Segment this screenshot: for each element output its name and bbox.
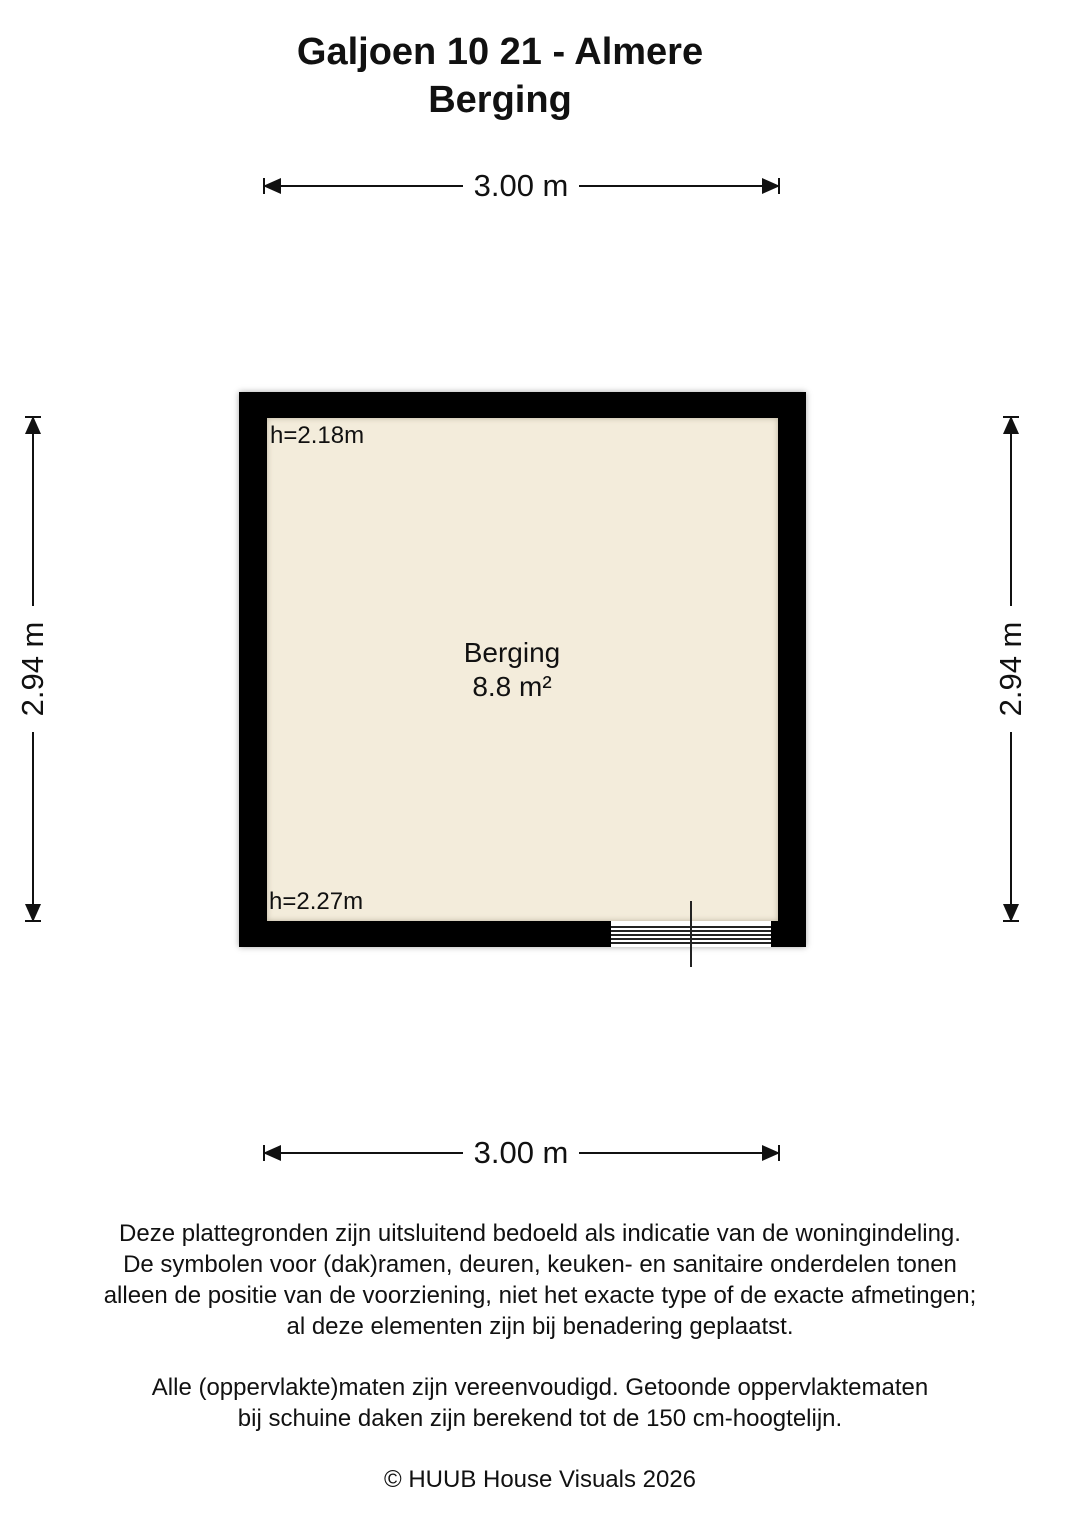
disclaimer-line: Deze plattegronden zijn uitsluitend bedoeld als indicatie van de woningindeling.	[119, 1220, 961, 1247]
arrow-down-icon	[1003, 904, 1019, 922]
room-name: Berging	[463, 637, 561, 668]
dimension-label-wrap	[991, 606, 1031, 732]
arrow-right-icon	[762, 178, 780, 194]
disclaimer-line: alleen de positie van de voorziening, niet het exacte type of de exacte afmetingen;	[103, 1282, 977, 1309]
disclaimer	[0, 1218, 1080, 1434]
arrow-down-icon	[25, 904, 41, 922]
disclaimer-line: De symbolen voor (dak)ramen, deuren, keuken- en sanitaire onderdelen tonen	[123, 1251, 957, 1278]
disclaimer-line: Alle (oppervlakte)maten zijn vereenvoudigd. Getoonde oppervlaktematen	[151, 1374, 929, 1401]
arrow-up-icon	[1003, 416, 1019, 434]
arrow-up-icon	[25, 416, 41, 434]
dimension-bottom-label: 3.00 m	[463, 1133, 579, 1173]
copyright-notice: © HUUB House Visuals 2026	[383, 1466, 697, 1493]
dimension-top-label: 3.00 m	[463, 166, 579, 206]
floorplan-subtitle: Berging	[428, 79, 572, 121]
dimension-top	[263, 166, 780, 206]
dimension-label-wrap	[13, 606, 53, 732]
arrow-right-icon	[762, 1145, 780, 1161]
dimension-right	[991, 416, 1031, 922]
room-area: 8.8 m²	[472, 671, 552, 702]
arrow-left-icon	[263, 178, 281, 194]
ceiling-height-bottom: h=2.27m	[269, 888, 364, 915]
door-swing-line	[690, 901, 692, 967]
dimension-right-label: 2.94 m	[993, 621, 1028, 717]
arrow-left-icon	[263, 1145, 281, 1161]
dimension-left	[13, 416, 53, 922]
floorplan-title: Galjoen 10 21 - Almere	[296, 31, 704, 73]
dimension-bottom	[263, 1133, 780, 1173]
room-walls	[239, 392, 806, 947]
disclaimer-spacer	[0, 1342, 1080, 1372]
disclaimer-line: al deze elementen zijn bij benadering geplaatst.	[286, 1313, 794, 1340]
dimension-left-label: 2.94 m	[15, 621, 50, 717]
ceiling-height-top: h=2.18m	[270, 422, 365, 449]
disclaimer-line: bij schuine daken zijn berekend tot de 150 cm-hoogtelijn.	[237, 1405, 843, 1432]
room-floor	[267, 418, 778, 921]
